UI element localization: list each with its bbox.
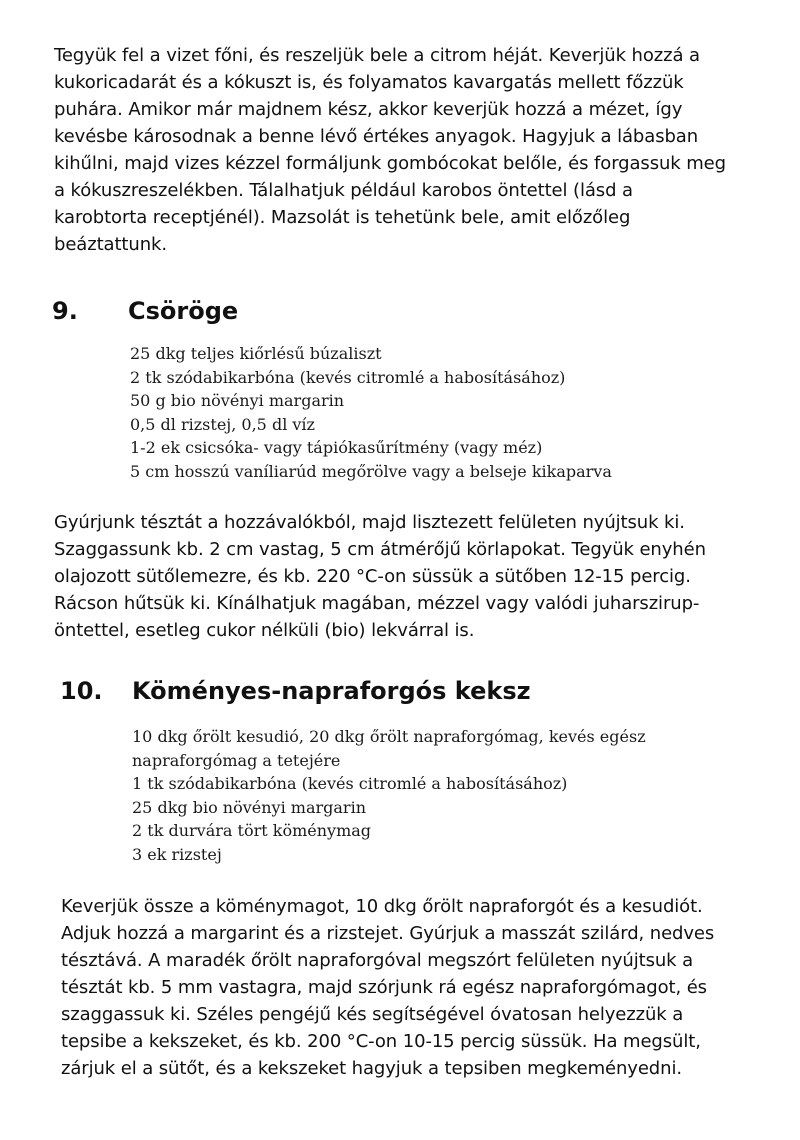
paragraph-line: kukoricadarát és a kókuszt is, és folyamatos kavargatás mellett főzzük xyxy=(54,72,684,93)
ingredient-item: 3 ek rizstej xyxy=(132,844,222,864)
recipe-title: Csöröge xyxy=(128,297,239,325)
paragraph-line: tésztává. A maradék őrölt napraforgóval megszórt felületen nyújtsuk a xyxy=(61,950,694,971)
instructions-paragraph xyxy=(54,509,706,644)
paragraph-line: Keverjük össze a köménymagot, 10 dkg őrölt napraforgót és a kesudiót. xyxy=(61,896,703,917)
ingredient-item: 1-2 ek csicsóka- vagy tápiókasűrítmény (vagy méz) xyxy=(130,438,543,457)
ingredient-item: 0,5 dl rizstej, 0,5 dl víz xyxy=(130,414,315,434)
ingredient-item: 10 dkg őrölt kesudió, 20 dkg őrölt napraforgómag, kevés egész xyxy=(132,727,646,746)
ingredient-list xyxy=(130,342,612,483)
paragraph-line: szaggassuk ki. Széles pengéjű kés segítségével óvatosan helyezzük a xyxy=(61,1004,684,1025)
paragraph-line: beáztattunk. xyxy=(54,234,167,255)
paragraph-line: Szaggassunk kb. 2 cm vastag, 5 cm átmérőjű körlapokat. Tegyük enyhén xyxy=(54,539,706,560)
paragraph-line: kevésbe károsodnak a benne lévő értékes anyagok. Hagyjuk a lábasban xyxy=(54,126,699,147)
instructions-paragraph xyxy=(61,893,714,1082)
ingredient-item: 5 cm hosszú vaníliarúd megőrölve vagy a belseje kikaparva xyxy=(130,461,612,481)
paragraph-line: öntettel, esetleg cukor nélküli (bio) lekvárral is. xyxy=(54,620,475,641)
ingredient-item: 2 tk durvára tört köménymag xyxy=(132,821,372,840)
paragraph-line: zárjuk el a sütőt, és a kekszeket hagyjuk a tepsiben megkeményedni. xyxy=(61,1058,682,1079)
paragraph-line: olajozott sütőlemezre, és kb. 220 °C-on süssük a sütőben 12-15 percig. xyxy=(54,566,691,587)
paragraph-line: karobtorta receptjénél). Mazsolát is tehetünk bele, amit előzőleg xyxy=(54,207,631,228)
paragraph-line: a kókuszreszelékben. Tálalhatjuk például karobos öntettel (lásd a xyxy=(54,180,633,201)
paragraph-line: Adjuk hozzá a margarint és a rizstejet. Gyúrjuk a masszát szilárd, nedves xyxy=(61,923,715,944)
ingredient-item: 25 dkg bio növényi margarin xyxy=(132,797,366,817)
paragraph-line: tepsibe a kekszeket, és kb. 200 °C-on 10-15 percig süssük. Ha megsült, xyxy=(61,1031,701,1052)
intro-paragraph xyxy=(54,42,726,258)
ingredient-list xyxy=(132,725,646,866)
paragraph-line: Tegyük fel a vizet főni, és reszeljük bele a citrom héját. Keverjük hozzá a xyxy=(54,45,700,66)
ingredient-item: 2 tk szódabikarbóna (kevés citromlé a habosításához) xyxy=(130,367,566,387)
recipe-number: 9. xyxy=(52,297,78,325)
paragraph-line: kihűlni, majd vizes kézzel formáljunk gombócokat belőle, és forgassuk meg xyxy=(54,153,726,174)
ingredient-item: 1 tk szódabikarbóna (kevés citromlé a habosításához) xyxy=(132,774,568,793)
ingredient-item: napraforgómag a tetejére xyxy=(132,750,341,770)
paragraph-line: tésztát kb. 5 mm vastagra, majd szórjunk rá egész napraforgómagot, és xyxy=(61,977,707,998)
ingredient-item: 50 g bio növényi margarin xyxy=(130,391,345,410)
paragraph-line: Gyúrjunk tésztát a hozzávalókból, majd lisztezett felületen nyújtsuk ki. xyxy=(54,512,685,533)
recipe-number: 10. xyxy=(60,677,103,705)
ingredient-item: 25 dkg teljes kiőrlésű búzaliszt xyxy=(130,344,382,363)
paragraph-line: Rácson hűtsük ki. Kínálhatjuk magában, mézzel vagy valódi juharszirup- xyxy=(54,593,700,614)
paragraph-line: puhára. Amikor már majdnem kész, akkor keverjük hozzá a mézet, így xyxy=(54,99,683,120)
recipe-title: Köményes-napraforgós keksz xyxy=(132,677,531,705)
